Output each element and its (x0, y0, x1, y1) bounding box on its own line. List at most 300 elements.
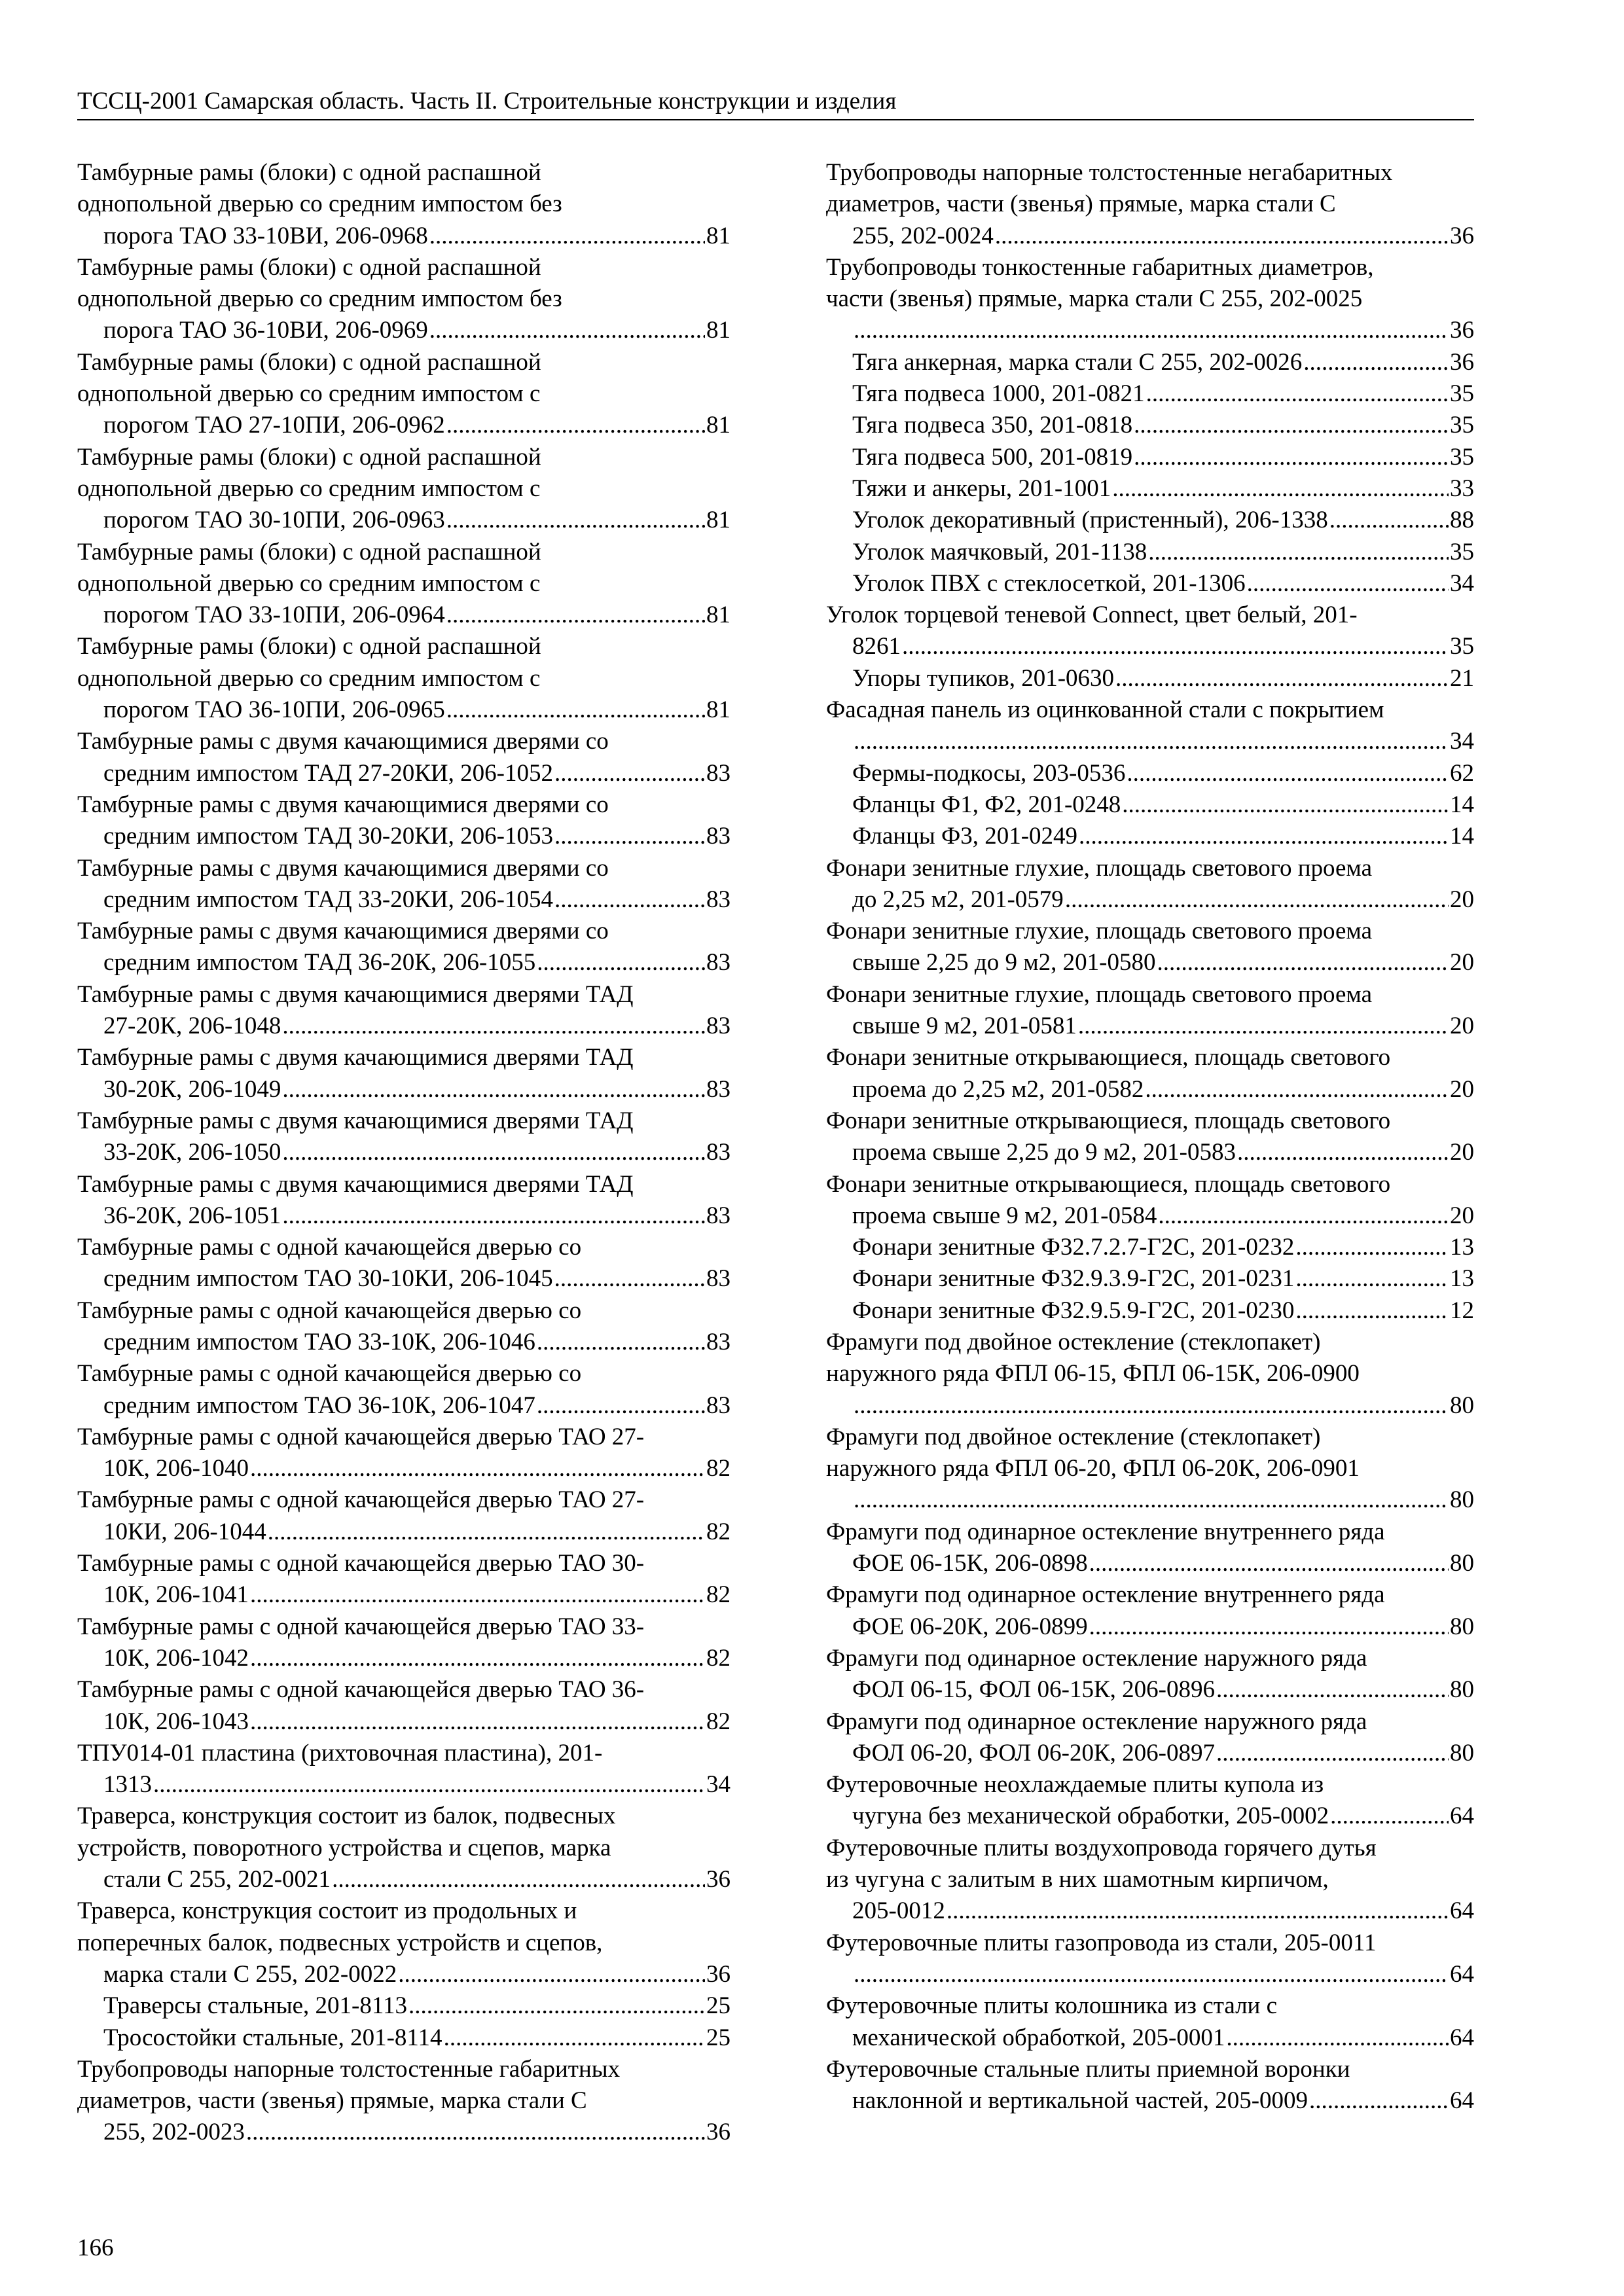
dot-leader (854, 726, 1449, 757)
index-entry-text: 205-0012 (852, 1897, 945, 1925)
index-entry-text: ТПУ014-01 пластина (рихтовочная пластина), 201- (77, 1739, 603, 1767)
index-entry-text: свыше 9 м2, 201-0581 (852, 1013, 1077, 1040)
index-page-number: 35 (1450, 380, 1474, 408)
index-entry (77, 442, 731, 537)
index-entry-text: порога ТАО 36-10ВИ, 206-0969 (103, 317, 428, 344)
index-entry-last-line (852, 758, 1474, 789)
index-entry-text: механической обработкой, 205-0001 (852, 2024, 1225, 2051)
index-entry-last-line (103, 410, 731, 441)
dot-leader (854, 1959, 1449, 1990)
index-column-left (77, 157, 731, 2149)
index-page-number: 83 (706, 1391, 731, 1419)
index-page-number: 83 (706, 1139, 731, 1166)
dot-leader (282, 1200, 705, 1232)
index-entry-text: Траверсы стальные, 201-8113 (103, 1992, 407, 2020)
index-entry-text: ФОЕ 06-15К, 206-0898 (852, 1550, 1088, 1577)
index-entry (826, 378, 1474, 410)
index-entry-last-line (852, 884, 1474, 916)
dot-leader (1309, 2085, 1449, 2117)
index-entry (826, 1833, 1474, 1928)
index-page-number: 64 (1450, 1803, 1474, 1830)
index-page-number: 80 (1450, 1739, 1474, 1767)
index-entry (826, 1295, 1474, 1327)
index-entry-text: Фонари зенитные открывающиеся, площадь светового (826, 1170, 1391, 1198)
index-entry-text: 30-20К, 206-1049 (103, 1075, 281, 1103)
dot-leader (1247, 568, 1449, 600)
index-entry-text: Траверса, конструкция состоит из балок, подвесных (77, 1803, 616, 1830)
index-entry-last-line (103, 505, 731, 536)
index-entry-last-line (103, 315, 731, 346)
index-entry-last-line (103, 1706, 731, 1738)
index-entry-text: Тамбурные рамы с одной качающейся дверью ТАО 27- (77, 1423, 645, 1450)
index-entry (826, 1579, 1474, 1643)
dot-leader (902, 631, 1449, 662)
dot-leader (1079, 821, 1449, 852)
index-entry-text: Тамбурные рамы с одной качающейся дверью ТАО 36- (77, 1676, 645, 1704)
dot-leader (1089, 1611, 1449, 1643)
index-entry-text: Трубопроводы тонкостенные габаритных диаметров, (826, 253, 1374, 281)
index-entry-last-line (103, 1453, 731, 1484)
index-page-number: 36 (706, 1866, 731, 1893)
index-entry-text: из чугуна с залитым в них шамотным кирпичом, (826, 1866, 1329, 1893)
index-entry-last-line (103, 600, 731, 631)
index-entry-last-line (103, 947, 731, 978)
index-entry-text: проема свыше 9 м2, 201-0584 (852, 1202, 1157, 1229)
dot-leader (429, 221, 705, 252)
index-entry-text: однопольной дверью со средним импостом с (77, 569, 541, 597)
index-entry (826, 663, 1474, 694)
index-page-number: 82 (706, 1455, 731, 1482)
index-entry (826, 2054, 1474, 2117)
index-entry-text: Тамбурные рамы с одной качающейся дверью со (77, 1360, 582, 1388)
index-entry (826, 568, 1474, 600)
index-entry (826, 1105, 1474, 1169)
index-page-number: 83 (706, 823, 731, 850)
dot-leader (537, 1327, 705, 1358)
index-entry-text: Тамбурные рамы с двумя качающимися дверями со (77, 918, 609, 945)
dot-leader (1122, 789, 1449, 821)
index-entry-last-line (852, 410, 1474, 441)
dot-leader (1065, 884, 1449, 916)
index-page-number: 25 (706, 1992, 731, 2020)
index-page-number: 83 (706, 1265, 731, 1293)
index-entry-last-line (852, 347, 1474, 378)
index-entry-text: однопольной дверью со средним импостом с (77, 664, 541, 692)
index-entry-last-line (852, 1200, 1474, 1232)
index-entry (826, 537, 1474, 568)
index-entry-text: Тяжи и анкеры, 201-1001 (852, 475, 1111, 502)
index-entry-text: Фрамуги под одинарное остекление наружного ряда (826, 1708, 1367, 1735)
index-page-number: 25 (706, 2024, 731, 2051)
dot-leader (446, 600, 705, 631)
index-entry-text: 8261 (852, 633, 901, 660)
index-entry (77, 537, 731, 632)
index-entry (826, 347, 1474, 378)
index-entry-text: свыше 2,25 до 9 м2, 201-0580 (852, 949, 1156, 977)
index-entry-last-line (103, 1074, 731, 1105)
index-entry-text: 255, 202-0023 (103, 2119, 245, 2146)
index-entry-text: Тяга подвеса 1000, 201-0821 (852, 380, 1145, 408)
dot-leader (1146, 378, 1449, 410)
dot-leader (1216, 1738, 1449, 1769)
index-entry-text: 255, 202-0024 (852, 222, 994, 249)
index-entry-text: 27-20К, 206-1048 (103, 1013, 281, 1040)
index-entry-text: Тамбурные рамы с одной качающейся дверью ТАО 30- (77, 1550, 645, 1577)
index-page-number: 83 (706, 1202, 731, 1229)
dot-leader (332, 1864, 705, 1895)
index-entry (826, 505, 1474, 536)
index-entry-text: средним импостом ТАО 33-10К, 206-1046 (103, 1328, 535, 1355)
index-entry (826, 1422, 1474, 1516)
dot-leader (537, 947, 705, 978)
index-entry-last-line (103, 1137, 731, 1168)
index-entry (826, 410, 1474, 441)
index-entry-last-line (103, 821, 731, 852)
index-entry (826, 1263, 1474, 1295)
index-entry (826, 600, 1474, 663)
dot-leader (554, 758, 705, 789)
index-entry (77, 979, 731, 1043)
index-entry-text: Тамбурные рамы с двумя качающимися дверями со (77, 728, 609, 755)
dot-leader (1295, 1263, 1449, 1295)
index-entry-last-line (103, 1864, 731, 1895)
dot-leader (854, 1390, 1449, 1422)
index-entry (826, 473, 1474, 505)
index-entry-text: Тамбурные рамы с одной качающейся дверью ТАО 27- (77, 1486, 645, 1514)
index-entry (77, 1042, 731, 1105)
index-entry-text: Уголок декоративный (пристенный), 206-1338 (852, 507, 1328, 534)
index-entry-text: Упоры тупиков, 201-0630 (852, 664, 1115, 692)
dot-leader (1216, 1674, 1449, 1706)
dot-leader (446, 410, 705, 441)
index-entry (77, 631, 731, 726)
index-page-number: 36 (1450, 348, 1474, 376)
index-entry-last-line (852, 663, 1474, 694)
index-entry-text: Тамбурные рамы с двумя качающимися дверями ТАД (77, 980, 634, 1008)
index-entry-text: Тамбурные рамы (блоки) с одной распашной (77, 443, 541, 471)
index-entry-text: марка стали С 255, 202-0022 (103, 1960, 397, 1988)
index-page-number: 20 (1450, 1139, 1474, 1166)
index-entry-text: Тамбурные рамы (блоки) с одной распашной (77, 348, 541, 376)
index-entry-last-line (103, 1200, 731, 1232)
index-entry-last-line (852, 2085, 1474, 2117)
index-entry-last-line (103, 758, 731, 789)
index-entry-last-line (103, 1579, 731, 1611)
index-entry-last-line (852, 1674, 1474, 1706)
dot-leader (947, 1895, 1449, 1927)
index-entry-text: 10К, 206-1043 (103, 1708, 249, 1735)
index-entry-last-line (103, 884, 731, 916)
dot-leader (282, 1011, 705, 1042)
index-entry-text: 10КИ, 206-1044 (103, 1518, 266, 1545)
index-page-number: 83 (706, 949, 731, 977)
index-column-right (826, 157, 1474, 2117)
index-entry-text: Тамбурные рамы (блоки) с одной распашной (77, 633, 541, 660)
index-entry-text: наклонной и вертикальной частей, 205-0009 (852, 2087, 1308, 2115)
index-page-number: 33 (1450, 475, 1474, 502)
index-entry-text: наружного ряда ФПЛ 06-15, ФПЛ 06-15К, 206-0900 (826, 1360, 1360, 1388)
index-entry-last-line (852, 789, 1474, 821)
dot-leader (1330, 1801, 1449, 1832)
index-entry (826, 694, 1474, 758)
index-entry-text: средним импостом ТАД 30-20КИ, 206-1053 (103, 823, 553, 850)
index-entry-last-line (852, 568, 1474, 600)
index-page-number: 81 (706, 222, 731, 249)
index-entry (826, 1769, 1474, 1833)
index-entry-text: Тамбурные рамы с двумя качающимися дверями со (77, 791, 609, 818)
dot-leader (537, 1390, 705, 1422)
index-entry-last-line (103, 2117, 731, 2148)
index-entry-text: Фонари зенитные глухие, площадь светового проема (826, 918, 1373, 945)
index-entry-text: 33-20К, 206-1050 (103, 1139, 281, 1166)
index-entry (826, 252, 1474, 347)
index-entry-last-line (103, 221, 731, 252)
index-entry-last-line (852, 1074, 1474, 1105)
index-page-number: 82 (706, 1518, 731, 1545)
index-entry (77, 1484, 731, 1548)
index-entry-text: порогом ТАО 27-10ПИ, 206-0962 (103, 412, 445, 439)
index-entry (826, 758, 1474, 789)
index-page-number: 80 (1450, 1486, 1474, 1514)
dot-leader (1226, 2022, 1449, 2054)
index-page-number: 35 (1450, 412, 1474, 439)
index-page-number: 13 (1450, 1234, 1474, 1261)
dot-leader (1134, 410, 1449, 441)
index-entry-text: Тамбурные рамы с двумя качающимися дверями ТАД (77, 1044, 634, 1071)
index-entry-text: средним импостом ТАД 36-20К, 206-1055 (103, 949, 536, 977)
index-entry (77, 2054, 731, 2149)
index-entry-text: Тамбурные рамы (блоки) с одной распашной (77, 159, 541, 186)
index-page-number: 80 (1450, 1676, 1474, 1704)
index-entry-text: Уголок ПВХ с стеклосеткой, 201-1306 (852, 569, 1246, 597)
index-entry-last-line (852, 726, 1474, 757)
dot-leader (246, 2117, 705, 2148)
index-entry-last-line (852, 473, 1474, 505)
index-page-number: 21 (1450, 664, 1474, 692)
index-entry-text: Фонари зенитные Ф32.9.3.9-Г2С, 201-0231 (852, 1265, 1295, 1293)
index-entry-text: Тамбурные рамы с двумя качающимися дверями ТАД (77, 1107, 634, 1134)
index-entry-last-line (852, 221, 1474, 252)
index-entry (826, 1643, 1474, 1706)
index-entry-text: проема свыше 2,25 до 9 м2, 201-0583 (852, 1139, 1236, 1166)
index-entry-last-line (103, 1011, 731, 1042)
index-entry (826, 1990, 1474, 2054)
index-page-number: 62 (1450, 759, 1474, 787)
index-entry (77, 1295, 731, 1359)
index-entry-last-line (852, 1011, 1474, 1042)
index-page-number: 34 (1450, 728, 1474, 755)
index-entry-text: Тяга анкерная, марка стали С 255, 202-0026 (852, 348, 1303, 376)
index-entry-last-line (852, 1611, 1474, 1643)
index-entry (77, 726, 731, 789)
index-entry-text: диаметров, части (звенья) прямые, марка стали С (77, 2087, 587, 2115)
index-entry-text: Тяга подвеса 350, 201-0818 (852, 412, 1133, 439)
dot-leader (1157, 947, 1449, 978)
index-entry (77, 1232, 731, 1295)
index-page-number: 35 (1450, 443, 1474, 471)
dot-leader (1329, 505, 1449, 536)
index-page-number: 80 (1450, 1613, 1474, 1640)
index-page-number: 81 (706, 601, 731, 629)
dot-leader (444, 2022, 705, 2054)
dot-leader (1115, 663, 1449, 694)
index-entry (77, 1990, 731, 2022)
index-page-number: 81 (706, 317, 731, 344)
index-entry-last-line (852, 1390, 1474, 1422)
dot-leader (1237, 1137, 1449, 1168)
index-entry-last-line (103, 1643, 731, 1674)
index-entry-last-line (852, 1137, 1474, 1168)
index-entry (826, 1327, 1474, 1422)
index-entry-last-line (852, 1263, 1474, 1295)
dot-leader (250, 1579, 705, 1611)
dot-leader (250, 1643, 705, 1674)
index-entry-text: Футеровочные плиты воздухопровода горячего дутья (826, 1834, 1377, 1861)
index-entry-last-line (103, 1769, 731, 1801)
index-entry-last-line (852, 821, 1474, 852)
index-entry (826, 157, 1474, 252)
index-entry (826, 821, 1474, 852)
index-entry-text: до 2,25 м2, 201-0579 (852, 886, 1064, 913)
index-entry-text: однопольной дверью со средним импостом с (77, 475, 541, 502)
index-entry-last-line (852, 505, 1474, 536)
index-page-number: 20 (1450, 949, 1474, 977)
index-entry (826, 1232, 1474, 1263)
index-page-number: 64 (1450, 1960, 1474, 1988)
index-page-number: 83 (706, 1013, 731, 1040)
index-entry-text: стали С 255, 202-0021 (103, 1866, 331, 1893)
index-entry-text: Фрамуги под двойное остекление (стеклопакет) (826, 1423, 1321, 1450)
index-entry-last-line (852, 1895, 1474, 1927)
dot-leader (854, 1484, 1449, 1516)
index-entry-text: Тамбурные рамы с двумя качающимися дверями со (77, 854, 609, 882)
index-entry-text: порогом ТАО 30-10ПИ, 206-0963 (103, 507, 445, 534)
index-page-number: 20 (1450, 886, 1474, 913)
index-page-number: 88 (1450, 507, 1474, 534)
index-entry-text: Фонари зенитные глухие, площадь светового проема (826, 854, 1373, 882)
index-page-number: 81 (706, 507, 731, 534)
index-entry (826, 1928, 1474, 1991)
index-entry-text: Футеровочные плиты колошника из стали с (826, 1992, 1278, 2020)
index-entry-text: Тамбурные рамы с двумя качающимися дверями ТАД (77, 1170, 634, 1198)
index-entry-last-line (103, 1390, 731, 1422)
index-page-number: 36 (1450, 317, 1474, 344)
index-page-number: 35 (1450, 538, 1474, 565)
index-entry-text: Футеровочные стальные плиты приемной воронки (826, 2055, 1350, 2083)
index-entry (77, 853, 731, 916)
index-entry-text: Фонари зенитные глухие, площадь светового проема (826, 980, 1373, 1008)
index-entry (826, 916, 1474, 979)
index-entry-text: Тросостойки стальные, 201-8114 (103, 2024, 442, 2051)
page-number: 166 (77, 2234, 114, 2261)
index-entry-last-line (103, 1959, 731, 1990)
index-entry-text: порогом ТАО 33-10ПИ, 206-0964 (103, 601, 445, 629)
index-entry-text: 10К, 206-1040 (103, 1455, 249, 1482)
index-entry-text: Фонари зенитные Ф32.9.5.9-Г2С, 201-0230 (852, 1297, 1295, 1324)
index-entry-text: Трубопроводы напорные толстостенные негабаритных (826, 159, 1393, 186)
index-entry (826, 853, 1474, 916)
index-entry-last-line (852, 1738, 1474, 1769)
index-entry-last-line (852, 631, 1474, 662)
index-entry-last-line (852, 1959, 1474, 1990)
dot-leader (554, 884, 705, 916)
index-entry-text: 10К, 206-1042 (103, 1644, 249, 1672)
index-entry-text: Футеровочные неохлаждаемые плиты купола из (826, 1771, 1324, 1799)
index-entry (77, 1105, 731, 1169)
index-page-number: 83 (706, 1075, 731, 1103)
index-entry-text: порогом ТАО 36-10ПИ, 206-0965 (103, 696, 445, 724)
index-entry-last-line (103, 1327, 731, 1358)
index-entry (77, 2022, 731, 2054)
dot-leader (1158, 1200, 1449, 1232)
dot-leader (446, 505, 705, 536)
index-entry (77, 1358, 731, 1422)
index-entry-text: ФОЛ 06-15, ФОЛ 06-15К, 206-0896 (852, 1676, 1215, 1704)
index-entry-last-line (852, 2022, 1474, 2054)
index-entry-text: Уголок торцевой теневой Connect, цвет белый, 201- (826, 601, 1358, 629)
index-entry-last-line (103, 2022, 731, 2054)
index-entry-text: Фонари зенитные открывающиеся, площадь светового (826, 1044, 1391, 1071)
index-entry-text: Фонари зенитные Ф32.7.2.7-Г2С, 201-0232 (852, 1234, 1295, 1261)
index-page-number: 13 (1450, 1265, 1474, 1293)
index-entry (826, 442, 1474, 473)
index-entry-text: однопольной дверью со средним импостом с (77, 380, 541, 408)
index-entry (77, 916, 731, 979)
index-entry-text: Фрамуги под двойное остекление (стеклопакет) (826, 1328, 1321, 1355)
index-entry (77, 1674, 731, 1738)
index-page-number: 14 (1450, 791, 1474, 818)
index-entry-last-line (852, 378, 1474, 410)
index-entry-text: наружного ряда ФПЛ 06-20, ФПЛ 06-20К, 206-0901 (826, 1455, 1360, 1482)
index-entry (826, 1516, 1474, 1580)
index-entry (77, 1169, 731, 1232)
index-page-number: 82 (706, 1581, 731, 1609)
index-entry-text: Тамбурные рамы (блоки) с одной распашной (77, 253, 541, 281)
index-entry-text: Фрамуги под одинарное остекление внутреннего ряда (826, 1518, 1385, 1545)
index-entry-text: Футеровочные плиты газопровода из стали, 205-0011 (826, 1929, 1377, 1956)
dot-leader (1295, 1295, 1449, 1327)
index-entry-text: ФОЕ 06-20К, 206-0899 (852, 1613, 1088, 1640)
index-entry-text: однопольной дверью со средним импостом без (77, 190, 562, 218)
dot-leader (554, 821, 705, 852)
index-entry-text: однопольной дверью со средним импостом без (77, 285, 562, 313)
index-page-number: 83 (706, 1328, 731, 1355)
index-page-number: 14 (1450, 823, 1474, 850)
index-entry-text: средним импостом ТАО 36-10К, 206-1047 (103, 1391, 535, 1419)
index-page-number: 83 (706, 759, 731, 787)
index-entry-last-line (852, 947, 1474, 978)
index-page-number: 20 (1450, 1202, 1474, 1229)
index-entry (77, 1801, 731, 1895)
index-entry-text: порога ТАО 33-10ВИ, 206-0968 (103, 222, 428, 249)
index-page-number: 64 (1450, 2024, 1474, 2051)
index-entry-text: ФОЛ 06-20, ФОЛ 06-20К, 206-0897 (852, 1739, 1215, 1767)
index-page-number: 20 (1450, 1013, 1474, 1040)
dot-leader (1148, 537, 1449, 568)
dot-leader (250, 1453, 705, 1484)
index-entry-text: устройств, поворотного устройства и сцепов, марка (77, 1834, 611, 1861)
dot-leader (1295, 1232, 1449, 1263)
index-page-number: 82 (706, 1644, 731, 1672)
index-entry (826, 1706, 1474, 1770)
index-entry-text: проема до 2,25 м2, 201-0582 (852, 1075, 1144, 1103)
index-entry-text: диаметров, части (звенья) прямые, марка стали С (826, 190, 1336, 218)
index-entry (77, 789, 731, 853)
index-entry (826, 979, 1474, 1043)
dot-leader (398, 1959, 705, 1990)
dot-leader (408, 1990, 705, 2022)
index-entry (77, 252, 731, 347)
